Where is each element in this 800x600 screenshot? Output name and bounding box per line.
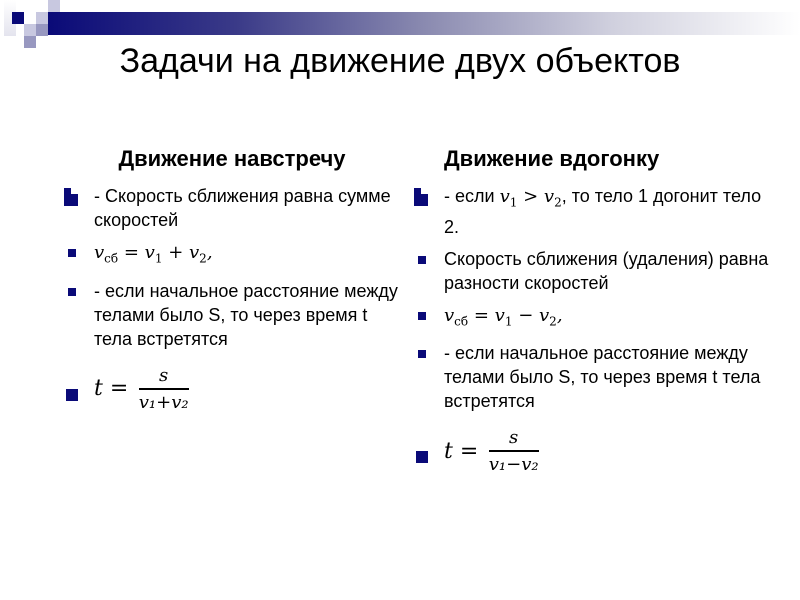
- slide-title: Задачи на движение двух объектов: [119, 42, 681, 80]
- item-text: Скорость сближения (удаления) равна разности скоростей: [444, 248, 769, 293]
- list-item: [412, 341, 772, 413]
- list-item: [412, 184, 772, 239]
- square-bullet-icon: [414, 188, 430, 206]
- fraction: $\frac{s}{\text{v₁+v₂}}$: [138, 364, 189, 413]
- formula-time-pursuit: t = $\frac{s}{\text{v₁−v₂}}$: [412, 427, 772, 487]
- decor-square: [36, 24, 48, 36]
- list-item: [412, 303, 772, 334]
- item-text: - если $v_1 > v_2$, то тело 1 догонит тело 2.: [444, 186, 762, 237]
- square-bullet-icon: [68, 249, 76, 257]
- formula-time-head-on: t = $\frac{s}{\text{v₁+v₂}}$: [62, 365, 402, 425]
- square-bullet-icon: [416, 451, 428, 463]
- list-item: [62, 240, 402, 271]
- item-text: - если начальное расстояние между телами было S, то через время t тела встретятся: [444, 343, 761, 412]
- fraction: $\frac{s}{\text{v₁−v₂}}$: [488, 427, 539, 476]
- decor-square: [12, 12, 24, 24]
- column-pursuit: [412, 146, 772, 487]
- header-gradient-bar: [48, 12, 800, 35]
- square-bullet-icon: [418, 350, 426, 358]
- heading-head-on: Движение навстречу: [118, 146, 346, 171]
- column-head-on: [62, 146, 402, 425]
- decor-square: [24, 24, 36, 36]
- formula-closing-speed-sum: $v_{сб} = v_1 + v_2$,: [94, 242, 213, 266]
- decor-square: [36, 12, 48, 24]
- square-bullet-icon: [418, 312, 426, 320]
- list-item: [412, 247, 772, 295]
- list-item: [62, 184, 402, 232]
- formula-closing-speed-diff: $v_{сб} = v_1 - v_2$,: [444, 304, 563, 329]
- square-bullet-icon: [66, 389, 78, 401]
- decor-square: [48, 0, 60, 12]
- square-bullet-icon: [418, 256, 426, 264]
- heading-pursuit: Движение вдогонку: [444, 146, 660, 171]
- square-bullet-icon: [68, 288, 76, 296]
- item-text: - Скорость сближения равна сумме скоростей: [94, 186, 391, 230]
- list-item: [62, 279, 402, 351]
- square-bullet-icon: [64, 188, 80, 206]
- item-text: - если начальное расстояние между телами было S, то через время t тела встретятся: [94, 280, 398, 349]
